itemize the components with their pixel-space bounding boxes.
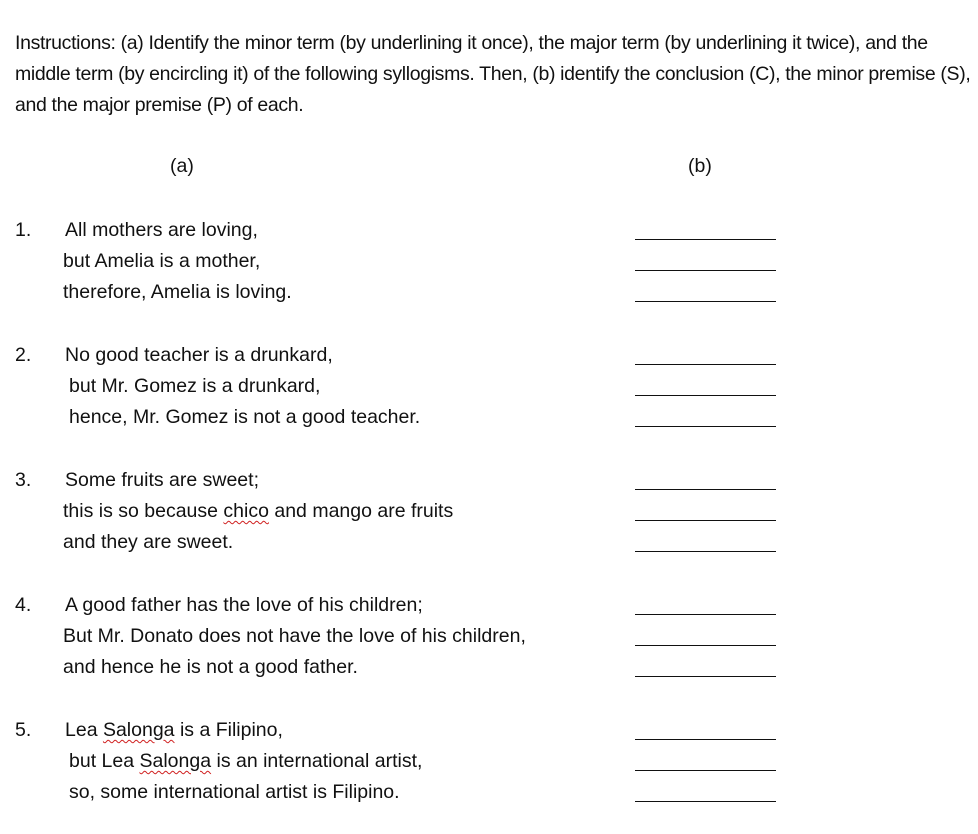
- minor-premise-line: but Amelia is a mother,: [63, 250, 261, 272]
- minor-premise-line: but Mr. Gomez is a drunkard,: [69, 375, 321, 397]
- major-premise-line: All mothers are loving,: [65, 219, 258, 241]
- major-premise-line: Some fruits are sweet;: [65, 469, 259, 491]
- conclusion-line: and they are sweet.: [63, 531, 234, 553]
- major-premise-line: Lea Salonga is a Filipino,: [65, 719, 283, 741]
- minor-premise-line: but Lea Salonga is an international artist,: [69, 750, 423, 772]
- answer-blank[interactable]: [635, 364, 776, 365]
- answer-blank[interactable]: [635, 645, 776, 646]
- answer-blank[interactable]: [635, 270, 776, 271]
- syllogism-item-3: [0, 465, 978, 560]
- syllogism-item-5: [0, 715, 978, 810]
- answer-blank[interactable]: [635, 739, 776, 740]
- item-number: 2.: [15, 344, 32, 366]
- syllogism-item-2: [0, 340, 978, 435]
- item-number: 3.: [15, 469, 32, 491]
- major-premise-line: No good teacher is a drunkard,: [65, 344, 333, 366]
- answer-blank[interactable]: [635, 239, 776, 240]
- conclusion-line: therefore, Amelia is loving.: [63, 281, 292, 303]
- answer-blank[interactable]: [635, 551, 776, 552]
- minor-premise-line: But Mr. Donato does not have the love of his children,: [63, 625, 526, 647]
- answer-blank[interactable]: [635, 801, 776, 802]
- major-premise-line: A good father has the love of his children;: [65, 594, 423, 616]
- conclusion-line: so, some international artist is Filipino.: [69, 781, 400, 803]
- item-number: 1.: [15, 219, 32, 241]
- answer-blank[interactable]: [635, 676, 776, 677]
- instructions-paragraph: Instructions: (a) Identify the minor term (by underlining it once), the major term (by underlining it twice), and the middle term (by encircling it) of the following syllogisms. Then, (b) identify the conclusion (C), the minor premise (S), and the major premise (P) of each.: [15, 32, 971, 116]
- column-header-a: (a): [170, 155, 194, 177]
- item-number: 4.: [15, 594, 32, 616]
- answer-blank[interactable]: [635, 489, 776, 490]
- syllogism-item-1: [0, 215, 978, 310]
- spellcheck-flag[interactable]: Salonga: [139, 750, 212, 772]
- answer-blank[interactable]: [635, 395, 776, 396]
- answer-blank[interactable]: [635, 770, 776, 771]
- item-number: 5.: [15, 719, 32, 741]
- answer-blank[interactable]: [635, 520, 776, 521]
- conclusion-line: hence, Mr. Gomez is not a good teacher.: [69, 406, 421, 428]
- column-header-b: (b): [688, 155, 712, 177]
- syllogism-item-4: [0, 590, 978, 685]
- conclusion-line: and hence he is not a good father.: [63, 656, 358, 678]
- answer-blank[interactable]: [635, 301, 776, 302]
- answer-blank[interactable]: [635, 426, 776, 427]
- minor-premise-line: this is so because chico and mango are fruits: [63, 500, 454, 522]
- spellcheck-flag[interactable]: Salonga: [102, 719, 175, 741]
- spellcheck-flag[interactable]: chico: [223, 500, 269, 522]
- answer-blank[interactable]: [635, 614, 776, 615]
